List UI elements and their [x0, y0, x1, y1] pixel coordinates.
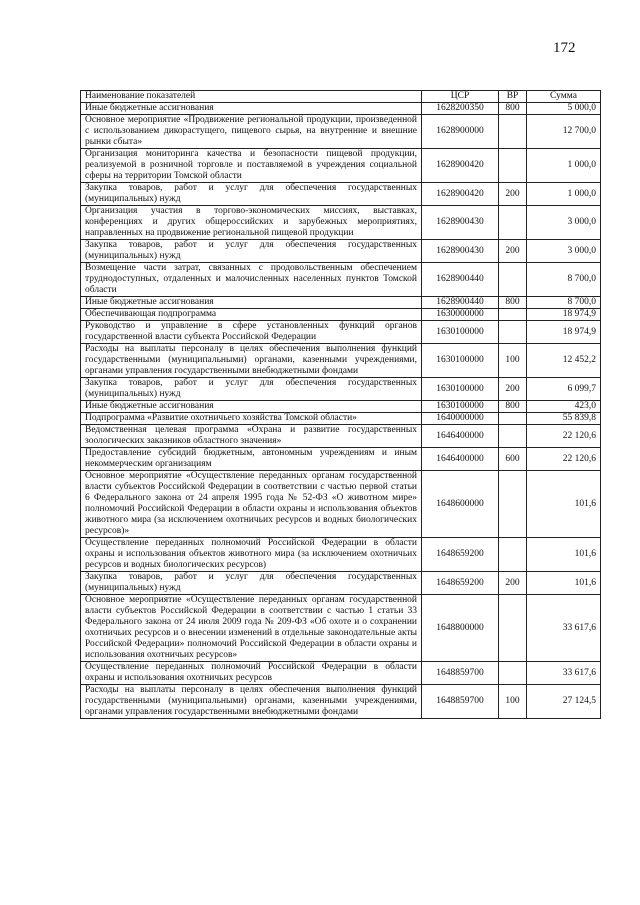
row-name-cell: Возмещение части затрат, связанных с продовольственным обеспечением труднодоступных, отдаленных и малочисленных населенных пунктов Томской области: [81, 263, 422, 297]
row-name-cell: Предоставление субсидий бюджетным, автономным учреждениям и иным некоммерческим организациям: [81, 448, 422, 471]
row-vr-cell: 200: [499, 240, 527, 263]
table-row: [81, 149, 601, 183]
table-row: [81, 378, 601, 401]
row-csr-cell: 1628900420: [422, 149, 499, 183]
row-csr-cell: 1640000000: [422, 413, 499, 425]
table-row: [81, 263, 601, 297]
row-sum-cell: 423,0: [527, 401, 601, 413]
row-sum-cell: 55 839,8: [527, 413, 601, 425]
row-vr-cell: [499, 413, 527, 425]
table-row: [81, 413, 601, 425]
row-name-cell: Расходы на выплаты персоналу в целях обеспечения выполнения функций государственными (муниципальными) органами, казенными учреждениями, органами управления государственными внебюджетными фондами: [81, 685, 422, 719]
row-csr-cell: 1630100000: [422, 344, 499, 378]
row-name-cell: Осуществление переданных полномочий Российской Федерации в области охраны и использования объектов животного мира (за исключением охотничьих ресурсов и водных биологических ресурсов): [81, 538, 422, 572]
row-csr-cell: 1628900440: [422, 263, 499, 297]
row-vr-cell: [499, 662, 527, 685]
table-row: [81, 115, 601, 149]
row-sum-cell: 18 974,9: [527, 321, 601, 344]
table-header-row: [81, 91, 601, 103]
row-csr-cell: 1628900430: [422, 240, 499, 263]
row-sum-cell: 18 974,9: [527, 309, 601, 321]
row-csr-cell: 1630100000: [422, 378, 499, 401]
row-vr-cell: 100: [499, 685, 527, 719]
row-name-cell: Организация мониторинга качества и безопасности пищевой продукции, реализуемой в розничной торговле и поставляемой в учреждения социальной сферы на территории Томской области: [81, 149, 422, 183]
row-vr-cell: 200: [499, 378, 527, 401]
row-vr-cell: 800: [499, 297, 527, 309]
row-name-cell: Ведомственная целевая программа «Охрана и развитие государственных зоологических заказников областного значения»: [81, 425, 422, 448]
row-vr-cell: [499, 425, 527, 448]
row-sum-cell: 1 000,0: [527, 183, 601, 206]
row-csr-cell: 1630100000: [422, 321, 499, 344]
table-row: [81, 401, 601, 413]
header-sum: Сумма: [527, 91, 601, 103]
row-name-cell: Обеспечивающая подпрограмма: [81, 309, 422, 321]
table-row: [81, 103, 601, 115]
header-csr: ЦСР: [422, 91, 499, 103]
row-name-cell: Основное мероприятие «Продвижение региональной продукции, произведенной с использованием дикорастущего, пищевого сырья, на внутренние и внешние рынки сбыта»: [81, 115, 422, 149]
row-vr-cell: [499, 595, 527, 662]
row-csr-cell: 1630100000: [422, 401, 499, 413]
row-csr-cell: 1628900430: [422, 206, 499, 240]
table-row: [81, 572, 601, 595]
row-sum-cell: 8 700,0: [527, 297, 601, 309]
row-csr-cell: 1648859700: [422, 685, 499, 719]
row-name-cell: Закупка товаров, работ и услуг для обеспечения государственных (муниципальных) нужд: [81, 378, 422, 401]
row-sum-cell: 33 617,6: [527, 595, 601, 662]
row-csr-cell: 1628900000: [422, 115, 499, 149]
row-csr-cell: 1628900420: [422, 183, 499, 206]
table-row: [81, 321, 601, 344]
table-row: [81, 240, 601, 263]
row-vr-cell: [499, 149, 527, 183]
row-vr-cell: [499, 115, 527, 149]
row-csr-cell: 1648800000: [422, 595, 499, 662]
row-sum-cell: 22 120,6: [527, 425, 601, 448]
table-row: [81, 448, 601, 471]
row-sum-cell: 5 000,0: [527, 103, 601, 115]
row-sum-cell: 6 099,7: [527, 378, 601, 401]
table-row: [81, 595, 601, 662]
row-vr-cell: 200: [499, 572, 527, 595]
row-name-cell: Иные бюджетные ассигнования: [81, 297, 422, 309]
table-row: [81, 309, 601, 321]
row-csr-cell: 1628200350: [422, 103, 499, 115]
table-row: [81, 344, 601, 378]
row-sum-cell: 3 000,0: [527, 206, 601, 240]
row-name-cell: Иные бюджетные ассигнования: [81, 103, 422, 115]
row-sum-cell: 27 124,5: [527, 685, 601, 719]
budget-table: [80, 90, 601, 719]
row-vr-cell: 800: [499, 103, 527, 115]
row-csr-cell: 1648659200: [422, 538, 499, 572]
row-csr-cell: 1646400000: [422, 425, 499, 448]
page-number: 172: [553, 40, 576, 56]
row-sum-cell: 1 000,0: [527, 149, 601, 183]
row-vr-cell: [499, 206, 527, 240]
row-name-cell: Осуществление переданных полномочий Российской Федерации в области охраны и использования охотничьих ресурсов: [81, 662, 422, 685]
row-csr-cell: 1628900440: [422, 297, 499, 309]
row-sum-cell: 3 000,0: [527, 240, 601, 263]
table-row: [81, 206, 601, 240]
row-vr-cell: [499, 263, 527, 297]
row-name-cell: Основное мероприятие «Осуществление переданных органам государственной власти субъектов Российской Федерации в соответствии с частью первой статьи 6 Федерального закона от 24 апреля 1995 года № 52-ФЗ «О животном мире» полномочий Российской Федерации в области охраны и использования объектов животного мира (за исключением охотничьих ресурсов и водных биологических ресурсов)»: [81, 471, 422, 538]
row-sum-cell: 22 120,6: [527, 448, 601, 471]
header-name: Наименование показателей: [81, 91, 422, 103]
row-sum-cell: 101,6: [527, 471, 601, 538]
row-name-cell: Руководство и управление в сфере установленных функций органов государственной власти субъекта Российской Федерации: [81, 321, 422, 344]
row-csr-cell: 1648859700: [422, 662, 499, 685]
row-sum-cell: 101,6: [527, 538, 601, 572]
row-sum-cell: 12 452,2: [527, 344, 601, 378]
table-row: [81, 538, 601, 572]
header-vr: ВР: [499, 91, 527, 103]
table-row: [81, 471, 601, 538]
row-sum-cell: 12 700,0: [527, 115, 601, 149]
row-csr-cell: 1646400000: [422, 448, 499, 471]
row-vr-cell: [499, 321, 527, 344]
table-row: [81, 297, 601, 309]
row-vr-cell: 800: [499, 401, 527, 413]
row-vr-cell: 600: [499, 448, 527, 471]
row-vr-cell: 100: [499, 344, 527, 378]
row-name-cell: Закупка товаров, работ и услуг для обеспечения государственных (муниципальных) нужд: [81, 572, 422, 595]
row-sum-cell: 33 617,6: [527, 662, 601, 685]
row-name-cell: Закупка товаров, работ и услуг для обеспечения государственных (муниципальных) нужд: [81, 240, 422, 263]
table-row: [81, 425, 601, 448]
table-row: [81, 685, 601, 719]
row-csr-cell: 1648659200: [422, 572, 499, 595]
row-name-cell: Иные бюджетные ассигнования: [81, 401, 422, 413]
row-vr-cell: [499, 538, 527, 572]
table-row: [81, 662, 601, 685]
row-name-cell: Закупка товаров, работ и услуг для обеспечения государственных (муниципальных) нужд: [81, 183, 422, 206]
table-row: [81, 183, 601, 206]
row-sum-cell: 101,6: [527, 572, 601, 595]
row-vr-cell: [499, 471, 527, 538]
row-name-cell: Основное мероприятие «Осуществление переданных органам государственной власти субъектов Российской Федерации в соответствии с частью 1 статьи 33 Федерального закона от 24 июля 2009 года № 209-ФЗ «Об охоте и о сохранении охотничьих ресурсов и о внесении изменений в отдельные законодательные акты Российской Федерации» полномочий Российской Федерации в области охраны и использования охотничьих ресурсов»: [81, 595, 422, 662]
row-name-cell: Расходы на выплаты персоналу в целях обеспечения выполнения функций государственными (муниципальными) органами, казенными учреждениями, органами управления государственными внебюджетными фондами: [81, 344, 422, 378]
row-vr-cell: 200: [499, 183, 527, 206]
row-sum-cell: 8 700,0: [527, 263, 601, 297]
row-csr-cell: 1648600000: [422, 471, 499, 538]
row-name-cell: Организация участия в торгово-экономических миссиях, выставках, конференциях и других общероссийских и зарубежных мероприятиях, направленных на продвижение региональной пищевой продукции: [81, 206, 422, 240]
row-vr-cell: [499, 309, 527, 321]
row-name-cell: Подпрограмма «Развитие охотничьего хозяйства Томской области»: [81, 413, 422, 425]
row-csr-cell: 1630000000: [422, 309, 499, 321]
